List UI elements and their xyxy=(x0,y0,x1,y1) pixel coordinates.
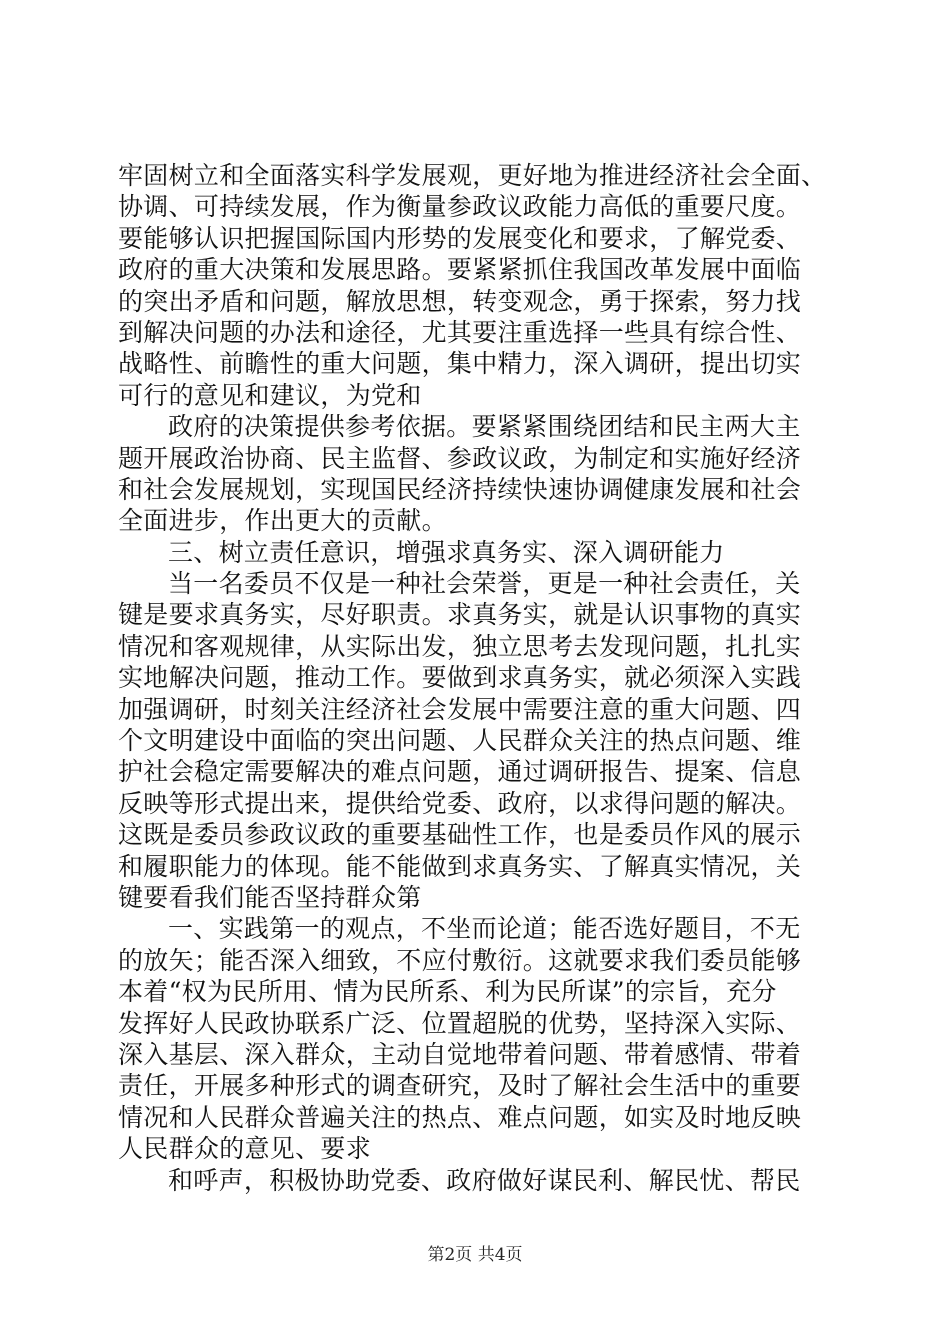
document-body xyxy=(118,160,838,1196)
text-line: 情况和客观规律，从实际出发，独立思考去发现问题，扎扎实 xyxy=(118,631,802,661)
text-line: 当一名委员不仅是一种社会荣誉，更是一种社会责任，关 xyxy=(168,569,801,599)
text-line: 牢固树立和全面落实科学发展观，更好地为推进经济社会全面、 xyxy=(118,161,827,190)
text-line: 个文明建设中面临的突出问题、人民群众关注的热点问题、维 xyxy=(118,726,802,756)
text-line: 反映等形式提出来，提供给党委、政府，以求得问题的解决。 xyxy=(118,788,802,818)
text-line: 实地解决问题，推动工作。要做到求真务实，就必须深入实践 xyxy=(118,663,802,693)
text-line: 的突出矛盾和问题，解放思想，转变观念，勇于探索，努力找 xyxy=(118,286,802,316)
text-line: 本着“权为民所用、情为民所系、利为民所谋”的宗旨，充分 xyxy=(118,977,777,1007)
text-line: 护社会稳定需要解决的难点问题，通过调研报告、提案、信息 xyxy=(118,757,802,787)
text-line: 全面进步，作出更大的贡献。 xyxy=(118,506,447,536)
text-line: 和呼声，积极协助党委、政府做好谋民利、解民忧、帮民 xyxy=(168,1165,801,1195)
text-line: 和社会发展规划，实现国民经济持续快速协调健康发展和社会 xyxy=(118,474,802,504)
text-line: 这既是委员参政议政的重要基础性工作，也是委员作风的展示 xyxy=(118,820,802,850)
text-line: 键要看我们能否坚持群众第 xyxy=(118,882,422,912)
text-line: 人民群众的意见、要求 xyxy=(118,1134,372,1164)
text-line: 键是要求真务实，尽好职责。求真务实，就是认识事物的真实 xyxy=(118,600,802,630)
text-line: 责任，开展多种形式的调查研究，及时了解社会生活中的重要 xyxy=(118,1071,802,1101)
text-line: 政府的决策提供参考依据。要紧紧围绕团结和民主两大主 xyxy=(168,412,801,442)
text-line: 战略性、前瞻性的重大问题，集中精力，深入调研，提出切实 xyxy=(118,349,802,379)
page-footer: 第2页 共4页 xyxy=(427,1245,523,1265)
text-line: 政府的重大决策和发展思路。要紧紧抓住我国改革发展中面临 xyxy=(118,255,802,285)
text-line: 深入基层、深入群众，主动自觉地带着问题、带着感情、带着 xyxy=(118,1039,802,1069)
text-line: 可行的意见和建议，为党和 xyxy=(118,380,422,410)
text-line: 协调、可持续发展，作为衡量参政议政能力高低的重要尺度。 xyxy=(118,192,802,222)
text-line: 的放矢；能否深入细致，不应付敷衍。这就要求我们委员能够 xyxy=(118,945,802,975)
text-line: 一、实践第一的观点，不坐而论道；能否选好题目，不无 xyxy=(168,914,801,944)
text-line: 到解决问题的办法和途径，尤其要注重选择一些具有综合性、 xyxy=(118,317,802,347)
text-line: 三、树立责任意识，增强求真务实、深入调研能力 xyxy=(168,537,725,567)
text-line: 和履职能力的体现。能不能做到求真务实、了解真实情况，关 xyxy=(118,851,802,881)
text-line: 情况和人民群众普遍关注的热点、难点问题，如实及时地反映 xyxy=(118,1102,802,1132)
text-line: 题开展政治协商、民主监督、参政议政，为制定和实施好经济 xyxy=(118,443,802,473)
text-line: 加强调研，时刻关注经济社会发展中需要注意的重大问题、四 xyxy=(118,694,802,724)
text-line: 发挥好人民政协联系广泛、位置超脱的优势，坚持深入实际、 xyxy=(118,1008,802,1038)
text-line: 要能够认识把握国际国内形势的发展变化和要求，了解党委、 xyxy=(118,223,802,253)
